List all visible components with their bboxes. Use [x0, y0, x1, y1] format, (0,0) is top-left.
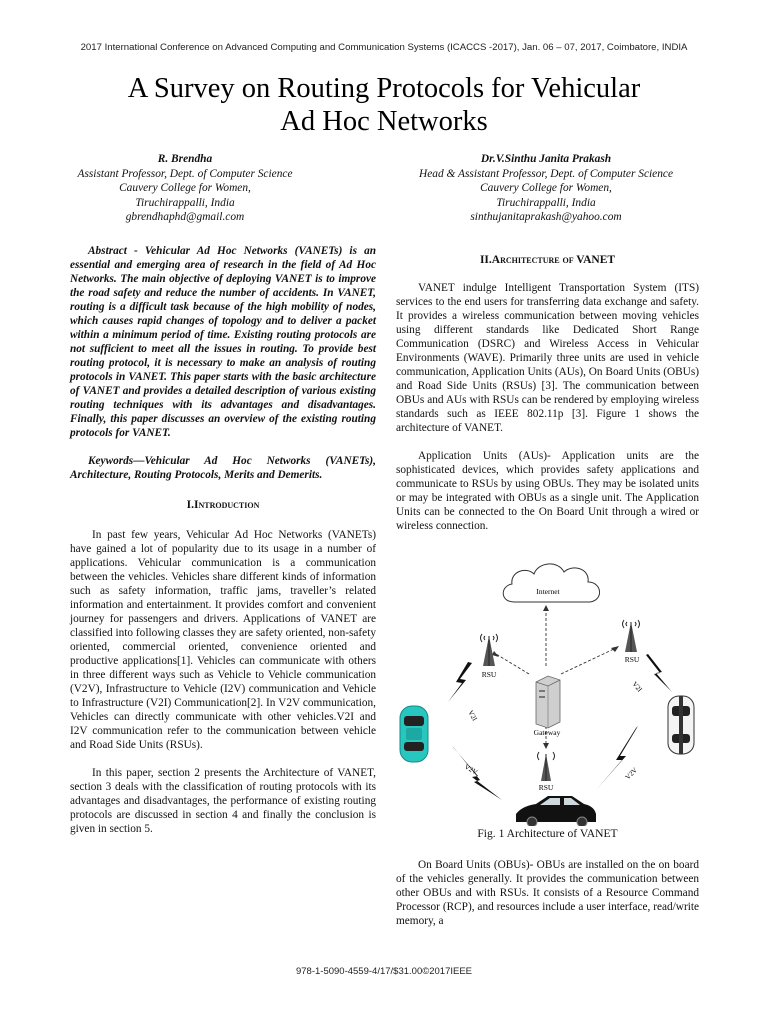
internet-label: Internet: [536, 587, 560, 596]
intro-paragraph-2: In this paper, section 2 presents the Architecture of VANET, section 3 deals with the classification of routing protocols with its advantages and disadvantages, the performance of existing routing protocols are discussed in section 4 and finally the conclusion is given in section 5.: [70, 767, 376, 835]
paper-title: [60, 72, 708, 138]
rsu-tower-icon-right: [623, 620, 640, 652]
author-name: Dr.V.Sinthu Janita Prakash: [480, 153, 612, 165]
author-block-2: [386, 152, 706, 225]
car-icon-right: [668, 696, 694, 754]
figure-caption: Fig. 1 Architecture of VANET: [477, 827, 618, 840]
title-line-1: A Survey on Routing Protocols for Vehicular: [127, 73, 641, 104]
author-institution: Cauvery College for Women,: [119, 182, 251, 194]
keywords: Keywords—Vehicular Ad Hoc Networks (VANETs), Architecture, Routing Protocols, Merits and Demerits.: [70, 455, 376, 481]
author-role: Assistant Professor, Dept. of Computer Science: [77, 167, 293, 180]
author-city: Tiruchirappalli, India: [496, 196, 596, 209]
author-city: Tiruchirappalli, India: [135, 196, 235, 209]
v2v-label-left: V2V: [463, 762, 479, 777]
section-heading-introduction: I.Introduction: [186, 499, 260, 511]
author-role: Head & Assistant Professor, Dept. of Computer Science: [418, 167, 674, 180]
v2i-label-left: V2I: [466, 709, 479, 723]
abstract: Abstract - Vehicular Ad Hoc Networks (VANETs) is an essential and emerging area of research in the field of Ad Hoc Networks. The main objective of deploying VANET is to improve the road safety and reduce the number of accidents. In VANET, routing is a difficult task because of the high mobility of nodes, which causes rapid changes of topology and to deliver a packet within a minimum period of time. Existing routing protocols are not sufficient to meet all the issues in routing. To provide best routing protocol, it is necessary to make an analysis of routing protocols in VANET. This paper starts with the basic architecture of VANET and provides a detailed description of various existing routing techniques with its advantages and disadvantages. Finally, this paper discusses an overview of the existing routing protocols for VANET.: [70, 245, 376, 439]
connection-lines: [496, 608, 616, 746]
title-line-2: Ad Hoc Networks: [280, 106, 488, 137]
author-institution: Cauvery College for Women,: [480, 182, 612, 194]
left-column: [70, 244, 376, 836]
gateway-label: Gateway: [533, 728, 561, 737]
car-icon-bottom: [516, 796, 596, 826]
conference-header: 2017 International Conference on Advanced Computing and Communication Systems (ICACCS -2017), Jan. 06 – 07, 2017, Coimbatore, INDIA: [80, 42, 688, 53]
v2v-label-right: V2V: [623, 766, 640, 782]
right-column: [396, 253, 699, 533]
rsu-tower-icon-left: [481, 634, 498, 666]
author-email: gbrendhaphd@gmail.com: [125, 211, 245, 223]
rsu-tower-icon-bottom: [538, 752, 555, 781]
author-block-1: [25, 152, 345, 225]
figure-vanet-architecture: [396, 556, 699, 826]
author-email: sinthujanitaprakash@yahoo.com: [470, 211, 622, 223]
author-name: R. Brendha: [157, 153, 213, 165]
v2i-label-right: V2I: [630, 680, 644, 694]
architecture-paragraph-2: Application Units (AUs)- Application units are the sophisticated devices, which provides safety applications and communicate to RSUs by using OBUs. They may be isolated units or may be integrated with OBUs as a single unit. The Application Units can be connected to the On Board Unit through a wired or wireless connection.: [396, 450, 699, 532]
intro-paragraph-1: In past few years, Vehicular Ad Hoc Networks (VANETs) have gained a lot of popularity due to its usage in a number of applications. Vehicular communication is a communication between the vehicles. Vehicles share different kinds of information such as safety information, traffic jams, traveller’s related information and entertainment. It provides comfort and convenient journey for passengers and drivers. Applications of VANET are classified into following classes they are safety oriented, non-safety oriented, commercial oriented, convenience oriented and productive applications[1]. Vehicles can communicate with others in three different ways such as Vehicle to Vehicle communication (V2V), Infrastructure to Vehicle (I2V) communication and Vehicle to Infrastructure (V2I) Communication[2]. In V2V communication, Vehicles can directly communicate with other vehicles.V2I and I2V communication refer to the communication between vehicle and Road Side Units (RSUs).: [70, 529, 376, 751]
gateway-server-icon: [536, 676, 560, 728]
rsu-label-right: RSU: [624, 655, 640, 664]
vanet-diagram: [396, 556, 699, 826]
architecture-paragraph-3: On Board Units (OBUs)- OBUs are installed on the on board of the vehicles generally. It provides the communication between other OBUs and with RSUs. It consists of a Resource Command Processor (RCP), and resources include a user interface, read/write memory, a: [396, 859, 699, 927]
right-column-continued: [396, 858, 699, 928]
architecture-paragraph-1: VANET indulge Intelligent Transportation System (ITS) services to the end users for transferring data exchange and safety. It provides a wireless communication between moving vehicles using different standards like Dedicated Short Range Communication (DSRC) and Wireless Access in Vehicular Environments (WAVE). Primarily three units are used in vehicle communication, Application Units (AUs), On Board Units (OBUs) and Road Side Units (RSUs) [3]. The communication between OBUs and AUs with RSUs can be rendered by employing wireless standards such as IEEE 802.11p [3]. Figure 1 shows the architecture of VANET.: [396, 282, 699, 434]
car-icon-left: [400, 706, 428, 762]
section-heading-architecture: II.Architecture of VANET: [479, 254, 616, 266]
cloud-icon: [503, 564, 599, 602]
rsu-label-bottom: RSU: [538, 783, 554, 792]
footer-isbn: 978-1-5090-4559-4/17/$31.00©2017IEEE: [295, 966, 473, 977]
rsu-label-left: RSU: [481, 670, 497, 679]
